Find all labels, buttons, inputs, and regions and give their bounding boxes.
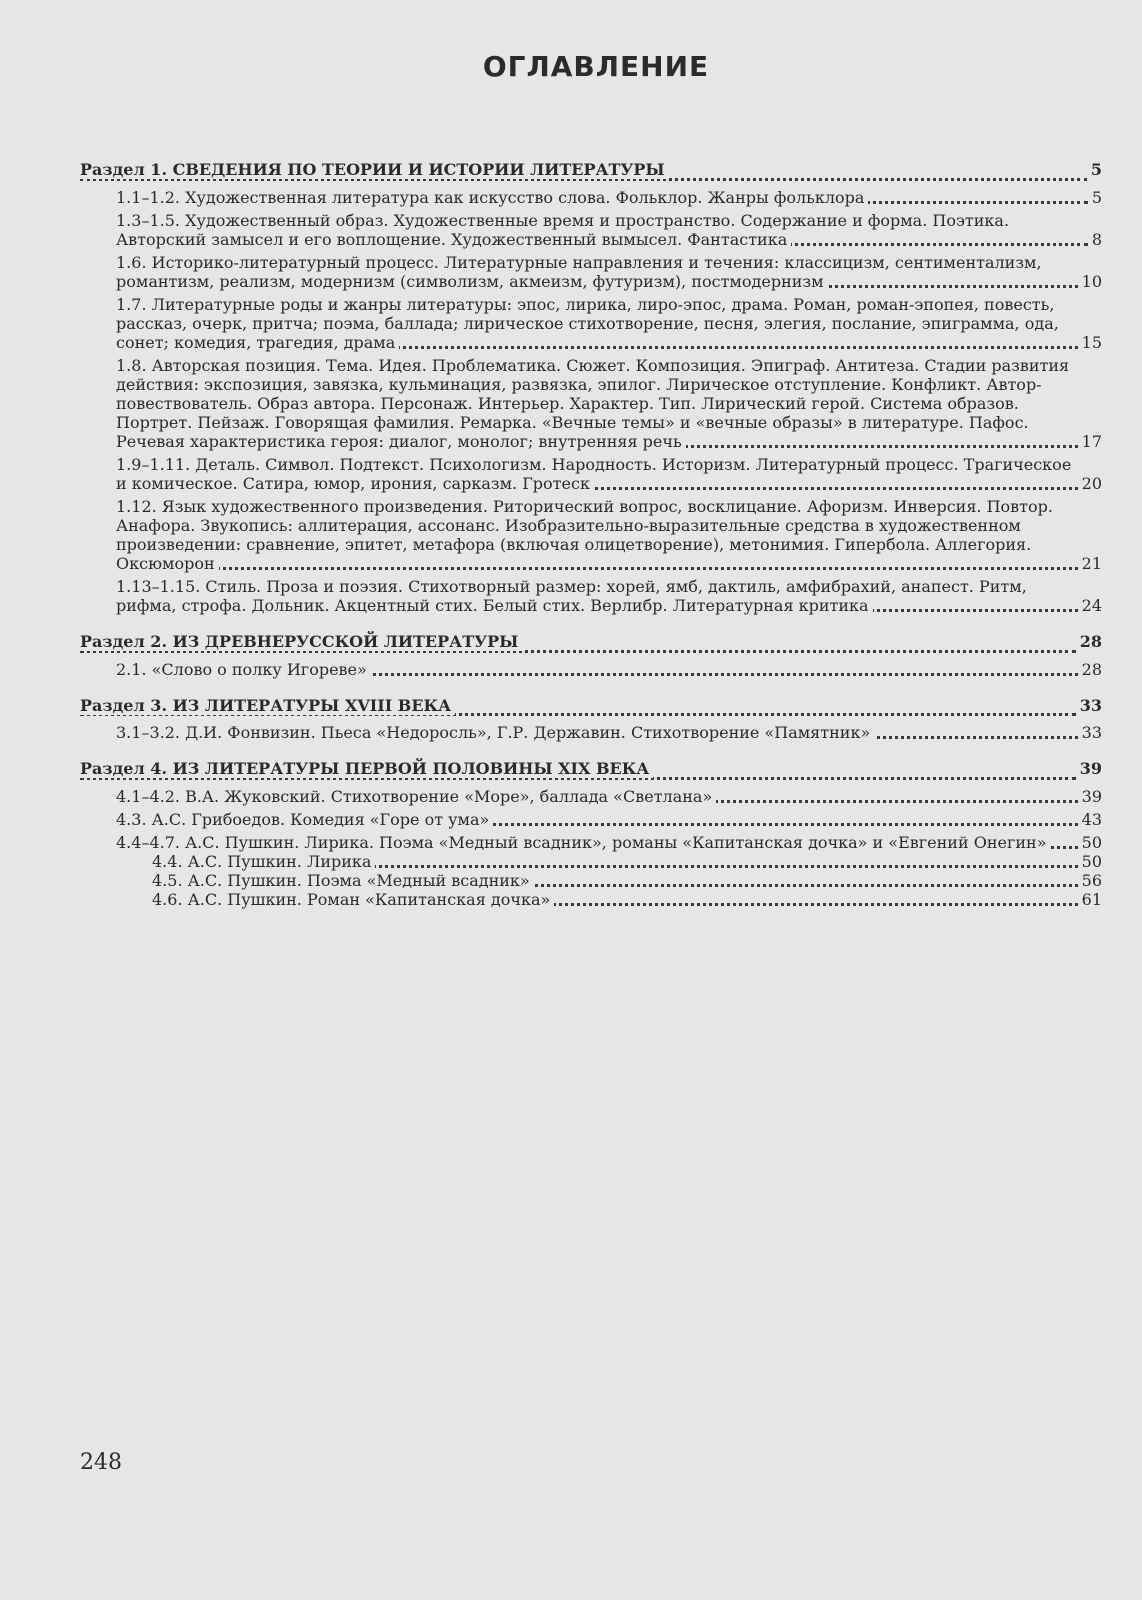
- toc-entry-title: Раздел 2. ИЗ ДРЕВНЕРУССКОЙ ЛИТЕРАТУРЫ: [80, 632, 522, 651]
- toc-entry-title: 4.4–4.7. А.С. Пушкин. Лирика. Поэма «Медный всадник», романы «Капитанская дочка» и «Евгений Онегин»: [116, 833, 1050, 852]
- toc-entry-body: [80, 756, 1076, 783]
- toc-entry-title: 1.13–1.15. Стиль. Проза и поэзия. Стихотворный размер: хорей, ямб, дактиль, амфибрахий, анапест. Ритм, рифма, строфа. Дольник. Акцентный стих. Белый стих. Верлибр. Литературная критика: [116, 576, 1027, 615]
- toc-entry-title: Раздел 3. ИЗ ЛИТЕРАТУРЫ XVIII ВЕКА: [80, 696, 455, 715]
- page-number: 248: [80, 1450, 122, 1475]
- toc-entry-page: 56: [1081, 871, 1102, 891]
- toc-entry: [80, 723, 1102, 742]
- toc-entry-page: 33: [1079, 695, 1102, 715]
- toc-entry-title: 3.1–3.2. Д.И. Фонвизин. Пьеса «Недоросль», Г.Р. Державин. Стихотворение «Памятник»: [116, 723, 874, 742]
- toc-entry-body: [116, 810, 1078, 829]
- toc-entry-title: 1.3–1.5. Художественный образ. Художественные время и пространство. Содержание и форма. Поэтика. Авторский замысел и его воплощение. Художественный вымысел. Фантастика: [116, 210, 1010, 249]
- toc-entry-body: [116, 833, 1078, 852]
- toc-entry-body: [152, 890, 1078, 909]
- toc-entry-title: 1.8. Авторская позиция. Тема. Идея. Проблематика. Сюжет. Композиция. Эпиграф. Антитеза. Стадии развития действия: экспозиция, завязка, кульминация, развязка, эпилог. Лирическое отступление. Конфликт. Автор-повествователь. Образ автора. Персонаж. Интерьер. Характер. Тип. Лирический герой. Система образов. Портрет. Пейзаж. Говорящая фамилия. Ремарка. «Вечные темы» и «вечные образы» в литературе. Пафос. Речевая характеристика героя: диалог, монолог; внутренняя речь: [116, 355, 1070, 451]
- toc-entry-body: [116, 497, 1078, 573]
- toc-entry-page: 28: [1081, 659, 1102, 679]
- toc-entry: [80, 253, 1102, 291]
- toc-entry: [80, 787, 1102, 806]
- toc-entry: [80, 188, 1102, 207]
- toc-entry-page: 5: [1091, 187, 1102, 207]
- toc-entry: [80, 833, 1102, 852]
- toc-entry-body: [116, 787, 1078, 806]
- toc-entry-page: 33: [1081, 723, 1102, 743]
- toc-entry-body: [116, 253, 1078, 291]
- toc-entry-title: 2.1. «Слово о полку Игореве»: [116, 660, 371, 679]
- toc-entry-title: 4.3. А.С. Грибоедов. Комедия «Горе от ума»: [116, 810, 493, 829]
- toc-entry-page: 10: [1081, 271, 1102, 291]
- toc-entry-title: Раздел 1. СВЕДЕНИЯ ПО ТЕОРИИ И ИСТОРИИ ЛИТЕРАТУРЫ: [80, 160, 669, 179]
- toc-entry-body: [80, 157, 1087, 184]
- toc-entry-page: 50: [1081, 833, 1102, 853]
- toc-section-entry: [80, 756, 1102, 783]
- toc-entry-title: 1.6. Историко-литературный процесс. Литературные направления и течения: классицизм, сентиментализм, романтизм, реализм, модернизм (символизм, акмеизм, футуризм), постмодернизм: [116, 252, 1042, 291]
- toc-entry-page: 50: [1081, 852, 1102, 872]
- table-of-contents: [80, 157, 1102, 909]
- toc-entry-body: [152, 871, 1078, 890]
- toc-entry: [80, 852, 1102, 871]
- toc-entry-title: 4.1–4.2. В.А. Жуковский. Стихотворение «Море», баллада «Светлана»: [116, 787, 716, 806]
- toc-entry-title: Раздел 4. ИЗ ЛИТЕРАТУРЫ ПЕРВОЙ ПОЛОВИНЫ XIX ВЕКА: [80, 759, 653, 778]
- toc-entry-body: [152, 852, 1078, 871]
- toc-entry-title: 1.9–1.11. Деталь. Символ. Подтекст. Психологизм. Народность. Историзм. Литературный процесс. Трагическое и комическое. Сатира, юмор, ирония, сарказм. Гротеск: [116, 454, 1072, 493]
- toc-entry-title: 4.5. А.С. Пушкин. Поэма «Медный всадник»: [152, 871, 534, 890]
- toc-entry-page: 15: [1081, 332, 1102, 352]
- toc-entry-body: [116, 211, 1088, 249]
- toc-entry: [80, 660, 1102, 679]
- page-title: ОГЛАВЛЕНИЕ: [482, 50, 710, 83]
- toc-entry: [80, 890, 1102, 909]
- toc-entry-title: 1.7. Литературные роды и жанры литературы: эпос, лирика, лиро-эпос, драма. Роман, роман-эпопея, повесть, рассказ, очерк, притча; поэма, баллада; лирическое стихотворение, песня, элегия, послание, эпиграмма, ода, сонет; комедия, трагедия, драма: [116, 294, 1059, 352]
- toc-entry-body: [116, 356, 1078, 451]
- toc-entry: [80, 356, 1102, 451]
- toc-entry-body: [116, 455, 1078, 493]
- toc-entry: [80, 211, 1102, 249]
- toc-entry-body: [116, 295, 1078, 352]
- toc-entry-body: [116, 577, 1078, 615]
- toc-entry: [80, 455, 1102, 493]
- toc-entry: [80, 497, 1102, 573]
- toc-entry: [80, 810, 1102, 829]
- toc-entry: [80, 295, 1102, 352]
- toc-entry-page: 24: [1081, 595, 1102, 615]
- toc-entry-title: 4.4. А.С. Пушкин. Лирика: [152, 852, 375, 871]
- toc-entry-body: [116, 188, 1088, 207]
- toc-entry-title: 1.1–1.2. Художественная литература как искусство слова. Фольклор. Жанры фольклора: [116, 188, 868, 207]
- dot-leader: [116, 567, 1078, 570]
- toc-entry-page: 61: [1081, 890, 1102, 910]
- toc-section-entry: [80, 693, 1102, 720]
- toc-entry-page: 28: [1079, 631, 1102, 651]
- toc-section-entry: [80, 157, 1102, 184]
- toc-entry-page: 39: [1081, 787, 1102, 807]
- toc-entry-page: 8: [1091, 229, 1102, 249]
- toc-entry-title: 1.12. Язык художественного произведения. Риторический вопрос, восклицание. Афоризм. Инверсия. Повтор. Анафора. Звукопись: аллитерация, ассонанс. Изобразительно-выразительные средства в художественном произведении: сравнение, эпитет, метафора (включая олицетворение), метонимия. Гипербола. Аллегория. Оксюморон: [116, 496, 1053, 573]
- toc-entry-body: [80, 629, 1076, 656]
- toc-entry-body: [116, 660, 1078, 679]
- toc-entry-page: 20: [1081, 473, 1102, 493]
- toc-entry-body: [116, 723, 1078, 742]
- toc-entry: [80, 871, 1102, 890]
- toc-section-entry: [80, 629, 1102, 656]
- toc-entry-page: 39: [1079, 759, 1102, 779]
- toc-entry-page: 21: [1081, 553, 1102, 573]
- toc-entry-title: 4.6. А.С. Пушкин. Роман «Капитанская дочка»: [152, 890, 554, 909]
- toc-entry: [80, 577, 1102, 615]
- toc-entry-page: 5: [1090, 160, 1102, 179]
- toc-entry-page: 17: [1081, 431, 1102, 451]
- toc-entry-page: 43: [1081, 810, 1102, 830]
- toc-entry-body: [80, 693, 1076, 720]
